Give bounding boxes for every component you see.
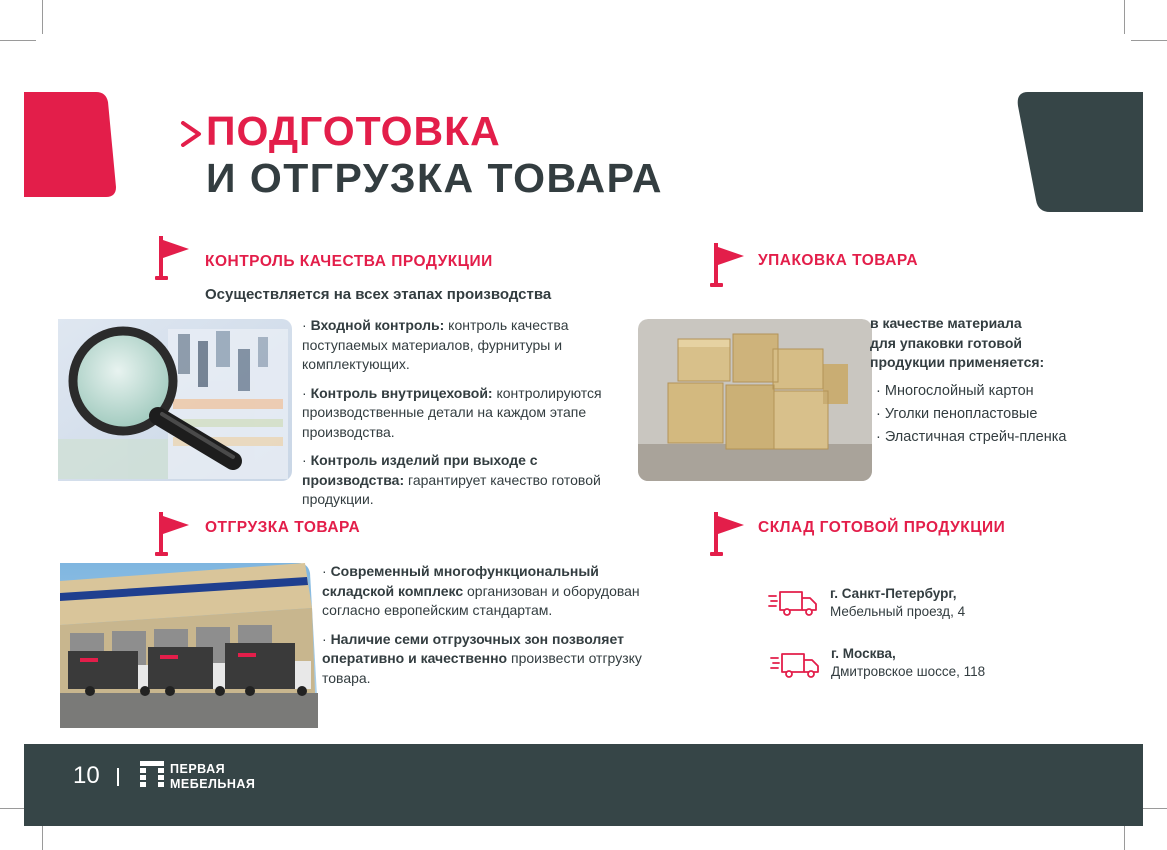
quality-heading: КОНТРОЛЬ КАЧЕСТВА ПРОДУКЦИИ [205, 253, 493, 270]
warehouse-photo [60, 563, 318, 728]
flag-icon [710, 510, 746, 558]
page-title-line1: ПОДГОТОВКА [206, 108, 501, 154]
quality-subheading: Осуществляется на всех этапах производства [205, 286, 552, 303]
packaging-item-text: Уголки пенопластовые [884, 406, 1038, 422]
crop-mark [42, 0, 43, 34]
quality-list [302, 316, 637, 519]
packaging-list [876, 380, 1066, 449]
shipping-item-text: произвести отгрузку товара. [322, 650, 642, 686]
quality-item-bold: Контроль изделий при выходе с производства: [302, 452, 538, 488]
delivery-truck-icon [768, 586, 820, 618]
shipping-list [322, 562, 652, 697]
packaging-intro-line: для упаковки готовой [870, 334, 1023, 351]
crop-mark [1131, 40, 1167, 41]
company-logo-icon [140, 761, 164, 787]
flag-icon [155, 510, 191, 558]
location-address: Мебельный проезд, 4 [830, 604, 966, 619]
delivery-truck-icon [770, 648, 822, 680]
title-arrow-icon [180, 121, 202, 147]
packaging-heading: УПАКОВКА ТОВАРА [758, 252, 919, 269]
magnifier-photo [58, 319, 292, 481]
flag-icon [710, 241, 746, 289]
packaging-intro [870, 314, 1044, 373]
quality-item-bold: Контроль внутрицеховой: [310, 384, 493, 401]
packaging-item: · Многослойный картон [876, 383, 1034, 399]
shipping-item-bold: Наличие семи отгрузочных зон позволяет оперативно и качественно [322, 630, 624, 666]
quality-item: · Входной контроль: контроль качества поступаемых материалов, фурнитуры и комплектующих. [302, 317, 569, 372]
quality-item-bold: Входной контроль: [310, 317, 445, 333]
packaging-intro-line: продукции применяется: [870, 354, 1045, 370]
packaging-item-text: Эластичная стрейч-пленка [884, 429, 1067, 445]
warehouse-heading: СКЛАД ГОТОВОЙ ПРОДУКЦИИ [758, 519, 1006, 536]
shipping-item: · Наличие семи отгрузочных зон позволяет оперативно и качественно произвести отгрузку товара. [322, 630, 642, 686]
shipping-item-bold: Современный многофункциональный складской комплекс [322, 563, 599, 599]
shipping-item: · Современный многофункциональный складской комплекс организован и оборудован согласно европейским стандартам. [322, 563, 640, 618]
packaging-item-text: Многослойный картон [884, 383, 1034, 399]
location-address: Дмитровское шоссе, 118 [831, 664, 986, 679]
packaging-item: · Эластичная стрейч-пленка [876, 429, 1067, 445]
page-number: 10 [73, 762, 100, 789]
location-spb [830, 585, 965, 621]
shipping-item-text: организован и оборудован согласно европейским стандартам. [322, 582, 640, 618]
logo-line1: ПЕРВАЯ [170, 762, 226, 776]
page-title-line2: И ОТГРУЗКА ТОВАРА [206, 155, 664, 201]
quality-item-text: контроль качества поступаемых материалов, фурнитуры и комплектующих. [302, 317, 569, 372]
packaging-intro-line: в качестве материала [870, 315, 1022, 331]
quality-item-text: контролируются производственные детали на каждом этапе производства. [302, 384, 602, 440]
crop-mark [1124, 0, 1125, 34]
packaging-item: · Уголки пенопластовые [876, 406, 1038, 422]
dark-corner-block [1016, 92, 1143, 212]
boxes-photo [638, 319, 872, 481]
company-logo-text [170, 762, 255, 791]
logo-line2: МЕБЕЛЬНАЯ [170, 776, 256, 791]
location-city: г. Москва, [831, 646, 896, 661]
footer-divider [117, 768, 119, 786]
location-city: г. Санкт-Петербург, [830, 586, 957, 601]
shipping-heading: ОТГРУЗКА ТОВАРА [205, 519, 361, 536]
quality-item: · Контроль изделий при выходе с производства: гарантирует качество готовой продукции. [302, 452, 601, 507]
location-moscow [831, 645, 985, 681]
red-corner-block [24, 92, 116, 197]
flag-icon [155, 234, 191, 282]
crop-mark [0, 40, 36, 41]
quality-item-text: гарантирует качество готовой продукции. [302, 471, 601, 507]
quality-item: · Контроль внутрицеховой: контролируются производственные детали на каждом этапе производства. [302, 384, 602, 440]
